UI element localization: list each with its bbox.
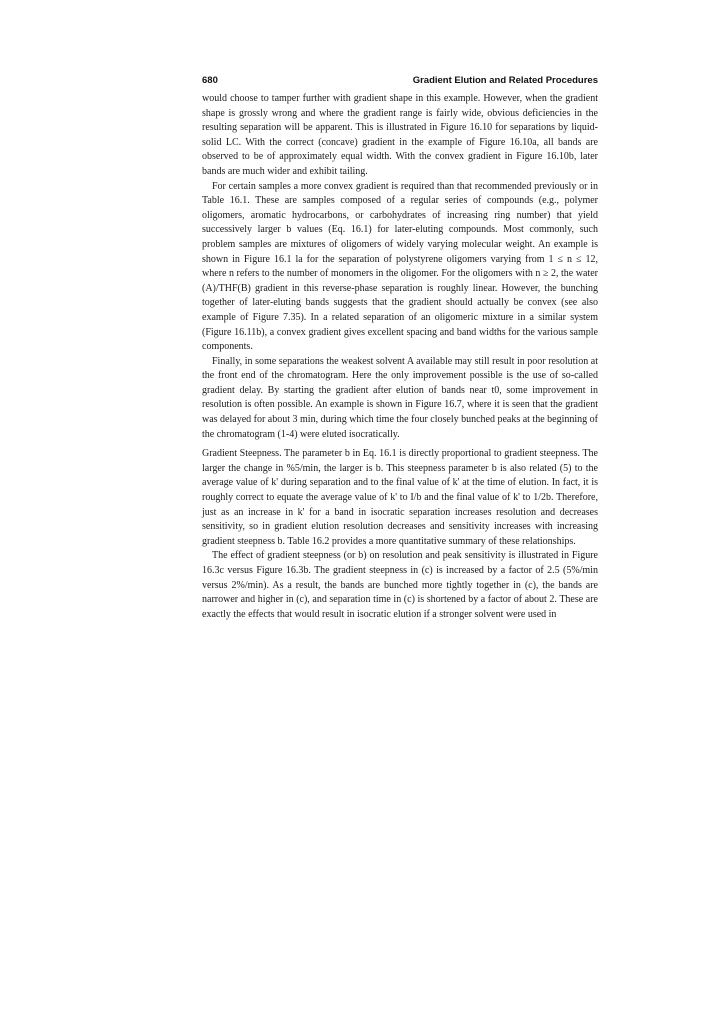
page-header	[202, 75, 598, 91]
running-head: Gradient Elution and Related Procedures	[412, 75, 598, 86]
page-number: 680	[202, 75, 218, 86]
paragraph-continuation: would choose to tamper further with gradient shape in this example. However, when the gradient shape is grossly wrong and where the gradient range is fairly wide, obvious deficiencies in the resulting separation will be apparent. This is illustrated in Figure 16.10 for separations by liquid-solid LC. With the correct (concave) gradient in the example of Figure 16.10a, all bands are observed to be of approximately equal width. With the convex gradient in Figure 16.10b, later bands are much wider and exhibit tailing.	[202, 93, 598, 177]
body-text	[202, 92, 598, 622]
paragraph-convex-gradient: For certain samples a more convex gradient is required than that recommended previously or in Table 16.1. These are samples composed of a regular series of compounds (e.g., polymer oligomers, aromatic hydrocarbons, or carbohydrates of increasing ring number) that yield successively larger b values (Eq. 16.1) for later-eluting compounds. Most commonly, such problem samples are mixtures of oligomers of widely varying molecular weight. An example is shown in Figure 16.1 la for the separation of polystyrene oligomers varying from 1 ≤ n ≤ 12, where n refers to the number of monomers in the oligomer. For the oligomers with n ≥ 2, the water (A)/THF(B) gradient in this reverse-phase separation is roughly linear. However, the bunching together of later-eluting bands suggests that the gradient should actually be convex (see also example of Figure 7.35). In a related separation of an oligomeric mixture in a similar system (Figure 16.11b), a convex gradient gives excellent spacing and band widths for the various sample components.	[202, 180, 598, 353]
paragraph-steepness-effect: The effect of gradient steepness (or b) on resolution and peak sensitivity is illustrated in Figure 16.3c versus Figure 16.3b. The gradient steepness in (c) is increased by a factor of 2.5 (5%/min versus 2%/min). As a result, the bands are bunched more tightly together in (c), the bands are narrower and higher in (c), and separation time in (c) is shortened by a factor of about 2. These are exactly the effects that would result in isocratic elution if a stronger solvent were used in	[202, 550, 598, 620]
paragraph-gradient-delay: Finally, in some separations the weakest solvent A available may still result in poor resolution at the front end of the chromatogram. Here the only improvement possible is the use of so-called gradient delay. By starting the gradient after elution of bands near t0, some improvement in resolution is often possible. An example is shown in Figure 16.7, where it is seen that the gradient was delayed for about 3 min, during which time the four closely bunched peaks at the beginning of the chromatogram (1-4) were eluted isocratically.	[202, 355, 599, 440]
paragraph-gradient-steepness: Gradient Steepness. The parameter b in Eq. 16.1 is directly proportional to gradient steepness. The larger the change in %5/min, the larger is b. This steepness parameter b is also related (5) to the average value of k' during separation and to the final value of k' at the time of elution. In fact, it is roughly correct to equate the average value of k' to I/b and the final value of k' to 1/2b. Therefore, just as an increase in k' for a band in isocratic separation increases resolution and decreases sensitivity, so in gradient elution resolution decreases and sensitivity increases with increasing gradient steepness b. Table 16.2 provides a more quantitative summary of these relationships.	[202, 448, 598, 547]
